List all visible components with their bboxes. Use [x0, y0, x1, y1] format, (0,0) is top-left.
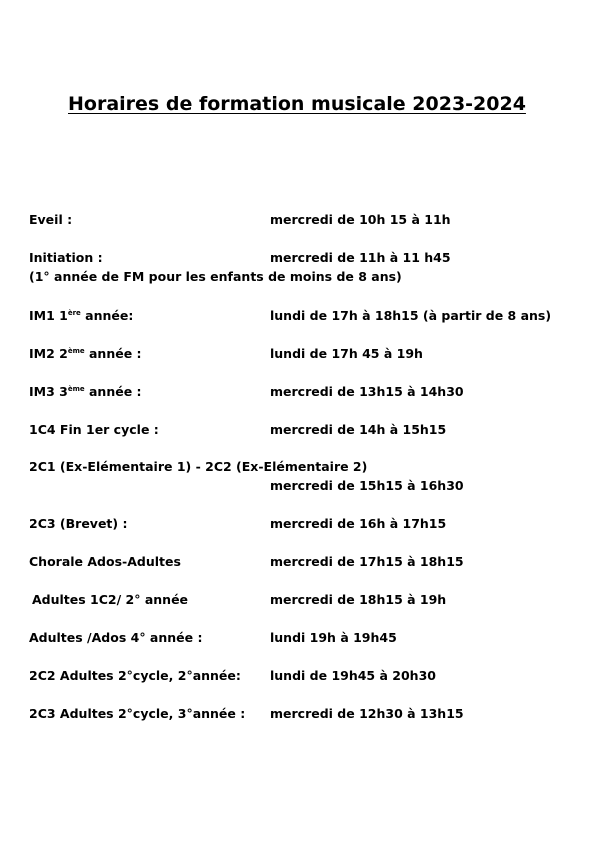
- row-time: mercredi de 12h30 à 13h15: [270, 706, 464, 721]
- schedule-row-adultes-1c2: [0, 592, 595, 612]
- row-time: lundi de 17h à 18h15 (à partir de 8 ans): [270, 308, 552, 323]
- schedule-row-im2: [0, 346, 595, 366]
- row-time: mercredi de 10h 15 à 11h: [270, 212, 451, 227]
- schedule-row-chorale: [0, 554, 595, 574]
- row-label: IM2 2ème année :: [29, 346, 142, 361]
- schedule-row-2c3: [0, 516, 595, 536]
- row-time: mercredi de 14h à 15h15: [270, 422, 447, 437]
- row-time: mercredi de 13h15 à 14h30: [270, 384, 464, 399]
- schedule-row-2c1-2c2-label: [0, 459, 595, 479]
- row-time: mercredi de 11h à 11 h45: [270, 250, 451, 265]
- row-label: 2C3 (Brevet) :: [29, 516, 128, 531]
- row-label: IM1 1ère année:: [29, 308, 134, 323]
- row-time: mercredi de 18h15 à 19h: [270, 592, 447, 607]
- row-label: Initiation :: [29, 250, 103, 265]
- schedule-row-initiation: [0, 250, 595, 270]
- row-time: mercredi de 16h à 17h15: [270, 516, 447, 531]
- row-label: Chorale Ados-Adultes: [29, 554, 181, 569]
- row-label: Adultes /Ados 4° année :: [29, 630, 203, 645]
- schedule-row-im3: [0, 384, 595, 404]
- schedule-row-1c4: [0, 422, 595, 442]
- row-label: 2C1 (Ex-Elémentaire 1) - 2C2 (Ex-Elémentaire 2): [29, 459, 368, 474]
- schedule-note-initiation: [0, 269, 595, 289]
- schedule-row-eveil: [0, 212, 595, 232]
- row-time: mercredi de 17h15 à 18h15: [270, 554, 464, 569]
- page-title: Horaires de formation musicale 2023-2024: [68, 93, 526, 115]
- row-label: IM3 3ème année :: [29, 384, 142, 399]
- row-time: mercredi de 15h15 à 16h30: [270, 478, 464, 493]
- row-label: Eveil :: [29, 212, 73, 227]
- schedule-row-2c1-2c2-time: [0, 478, 595, 498]
- schedule-row-2c2-adultes: [0, 668, 595, 688]
- row-time: lundi de 19h45 à 20h30: [270, 668, 436, 683]
- schedule-row-adultes-ados: [0, 630, 595, 650]
- row-label: 2C2 Adultes 2°cycle, 2°année:: [29, 668, 241, 683]
- row-label: Adultes 1C2/ 2° année: [32, 592, 189, 607]
- row-label: 1C4 Fin 1er cycle :: [29, 422, 159, 437]
- row-label: 2C3 Adultes 2°cycle, 3°année :: [29, 706, 246, 721]
- row-time: lundi de 17h 45 à 19h: [270, 346, 423, 361]
- schedule-row-im1: [0, 308, 595, 328]
- row-note: (1° année de FM pour les enfants de moins de 8 ans): [29, 269, 402, 284]
- schedule-row-2c3-adultes: [0, 706, 595, 726]
- row-time: lundi 19h à 19h45: [270, 630, 397, 645]
